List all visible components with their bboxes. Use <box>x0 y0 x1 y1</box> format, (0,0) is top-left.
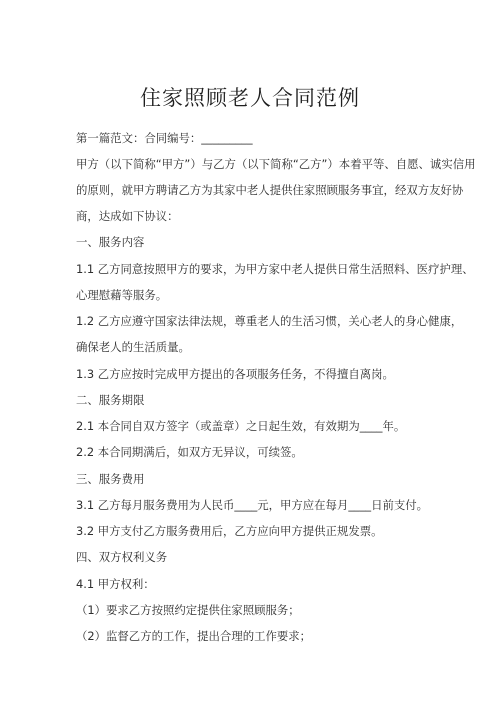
section-heading-service-content: 一、服务内容 <box>76 235 145 249</box>
preamble-line-1: 甲方（以下简称“甲方”）与乙方（以下简称“乙方”）本着平等、自愿、诚实信用 <box>76 157 476 171</box>
clause-2-1: 2.1 本合同自双方签字（或盖章）之日起生效，有效期为____年。 <box>76 419 406 433</box>
preamble-line-2: 的原则，就甲方聘请乙方为其家中老人提供住家照顾服务事宜，经双方友好协 <box>76 183 464 197</box>
clause-3-1: 3.1 乙方每月服务费用为人民币____元，甲方应在每月____日前支付。 <box>76 498 429 512</box>
clause-1-3: 1.3 乙方应按时完成甲方提出的各项服务任务，不得擅自离岗。 <box>76 367 394 381</box>
section-heading-service-fee: 三、服务费用 <box>76 472 145 486</box>
clause-4-1: 4.1 甲方权利： <box>76 577 155 591</box>
clause-4-1-item-1: （1）要求乙方按照约定提供住家照顾服务； <box>76 603 300 617</box>
clause-4-1-item-2: （2）监督乙方的工作，提出合理的工作要求； <box>76 629 312 643</box>
clause-1-1-line-2: 心理慰藉等服务。 <box>76 288 168 302</box>
preamble-line-3: 商，达成如下协议： <box>76 209 179 223</box>
contract-number-line: 第一篇范文：合同编号：_________ <box>76 131 253 145</box>
clause-1-2-line-2: 确保老人的生活质量。 <box>76 340 190 354</box>
clause-1-2-line-1: 1.2 乙方应遵守国家法律法规，尊重老人的生活习惯，关心老人的身心健康， <box>76 314 463 328</box>
section-heading-service-term: 二、服务期限 <box>76 393 145 407</box>
clause-3-2: 3.2 甲方支付乙方服务费用后，乙方应向甲方提供正规发票。 <box>76 524 383 538</box>
clause-2-2: 2.2 本合同期满后，如双方无异议，可续签。 <box>76 445 303 459</box>
clause-1-1-line-1: 1.1 乙方同意按照甲方的要求，为甲方家中老人提供日常生活照料、医疗护理、 <box>76 262 474 276</box>
section-heading-rights-obligations: 四、双方权利义务 <box>76 550 168 564</box>
document-title: 住家照顾老人合同范例 <box>140 86 360 110</box>
